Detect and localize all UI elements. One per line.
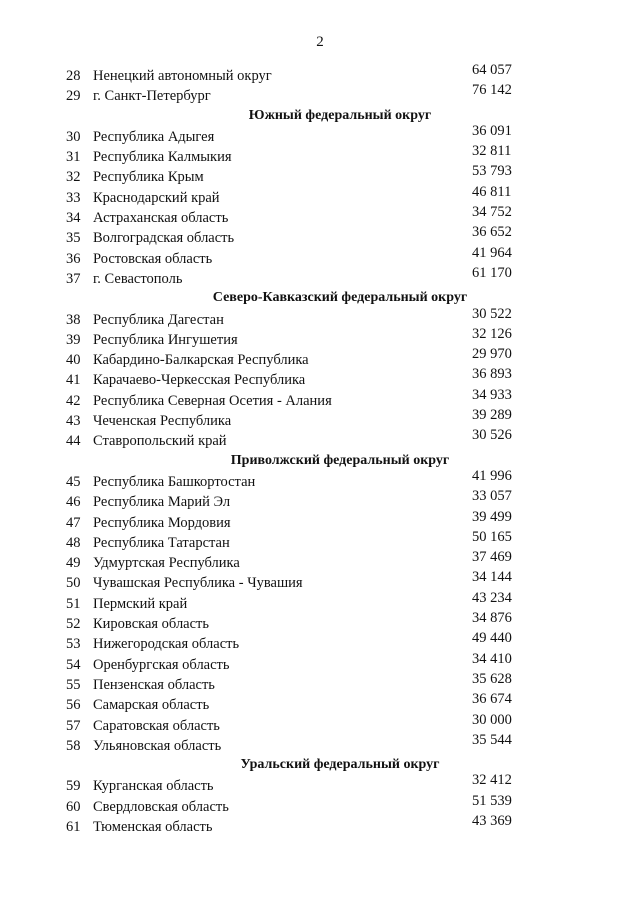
region-value: 32 412 (472, 772, 512, 789)
region-value: 34 876 (472, 610, 512, 627)
region-name: Ульяновская область (93, 737, 222, 754)
row-number: 51 (66, 595, 81, 612)
row-number: 35 (66, 230, 81, 247)
region-value: 29 970 (472, 346, 512, 363)
district-heading-label: Северо-Кавказский федеральный округ (212, 290, 468, 306)
table-row (0, 610, 640, 634)
district-heading (0, 289, 640, 309)
region-name: Тюменская область (93, 818, 213, 835)
row-number: 44 (66, 433, 81, 450)
row-number: 46 (66, 494, 81, 511)
district-heading (0, 452, 640, 472)
region-value: 43 234 (472, 589, 512, 606)
district-heading-label: Приволжский федеральный округ (230, 452, 450, 468)
region-value: 34 410 (472, 650, 512, 667)
region-name: Республика Северная Осетия - Алания (93, 392, 332, 409)
region-name: Астраханская область (93, 210, 229, 227)
table-row (0, 183, 640, 208)
region-value: 50 165 (472, 528, 512, 545)
table-row (0, 528, 640, 553)
region-name: Нижегородская область (93, 636, 240, 653)
region-value: 51 539 (472, 792, 512, 809)
table-row (0, 204, 640, 228)
region-name: Оренбургская область (93, 656, 230, 673)
region-name: Волгоградская область (93, 230, 235, 247)
table-row (0, 122, 640, 147)
table-row (0, 407, 640, 431)
row-number: 56 (66, 697, 81, 714)
region-name: г. Севастополь (93, 270, 183, 287)
row-number: 52 (66, 616, 81, 633)
row-number: 40 (66, 352, 81, 369)
table-row (0, 305, 640, 330)
region-name: Республика Татарстан (93, 534, 230, 551)
region-name: Ненецкий автономный округ (93, 68, 272, 84)
table-row (0, 731, 640, 756)
row-number: 61 (66, 818, 81, 835)
row-number: 60 (66, 798, 81, 815)
table-row (0, 82, 640, 106)
row-number: 37 (66, 270, 81, 287)
region-value: 76 142 (472, 82, 512, 99)
region-name: Республика Адыгея (93, 128, 215, 145)
row-number: 45 (66, 473, 81, 490)
region-name: Республика Башкортостан (93, 473, 256, 490)
row-number: 48 (66, 534, 81, 551)
region-name: Республика Ингушетия (93, 331, 238, 348)
region-name: Саратовская область (93, 717, 220, 734)
region-name: Карачаево-Черкесская Республика (93, 372, 306, 389)
region-value: 32 811 (472, 143, 512, 160)
region-name: г. Санкт-Петербург (93, 88, 211, 105)
region-name: Республика Калмыкия (93, 149, 232, 166)
region-value: 30 526 (472, 427, 512, 444)
table-row (0, 508, 640, 533)
table-row (0, 467, 640, 492)
region-value: 30 000 (472, 711, 512, 728)
region-value: 36 674 (472, 691, 512, 708)
row-number: 57 (66, 717, 81, 734)
region-value: 41 964 (472, 244, 512, 261)
table-row (0, 569, 640, 593)
region-value: 35 544 (472, 731, 512, 748)
region-name: Республика Дагестан (93, 311, 224, 328)
region-value: 39 499 (472, 508, 512, 525)
region-value: 32 126 (472, 325, 512, 342)
region-name: Курганская область (93, 778, 214, 795)
region-name: Республика Марий Эл (93, 494, 231, 511)
table-row (0, 670, 640, 695)
table-row (0, 691, 640, 715)
table-row (0, 325, 640, 350)
region-value: 34 933 (472, 386, 512, 403)
row-number: 53 (66, 636, 81, 653)
region-value: 36 652 (472, 224, 512, 241)
district-heading-label: Южный федеральный округ (248, 107, 432, 123)
region-name: Пензенская область (93, 676, 215, 693)
region-name: Кировская область (93, 616, 210, 633)
region-value: 36 893 (472, 366, 512, 383)
row-number: 59 (66, 778, 81, 795)
table-row (0, 711, 640, 736)
region-value: 34 144 (472, 569, 512, 586)
page-number: 2 (316, 34, 324, 50)
row-number: 54 (66, 656, 81, 673)
row-number: 50 (66, 575, 81, 592)
table-row (0, 488, 640, 512)
region-value: 41 996 (472, 467, 512, 484)
region-value: 46 811 (472, 183, 512, 200)
row-number: 38 (66, 311, 81, 328)
region-value: 37 469 (472, 549, 512, 566)
region-value: 36 091 (472, 122, 512, 139)
table-row (0, 163, 640, 187)
table-row (0, 792, 640, 817)
row-number: 36 (66, 250, 81, 267)
region-value: 49 440 (472, 630, 512, 647)
row-number: 31 (66, 149, 81, 166)
region-name: Ставропольский край (93, 433, 227, 450)
row-number: 49 (66, 555, 81, 572)
row-number: 39 (66, 331, 81, 348)
row-number: 55 (66, 676, 81, 693)
district-heading (0, 756, 640, 776)
region-name: Пермский край (93, 595, 188, 612)
region-value: 61 170 (472, 264, 512, 281)
region-name: Чеченская Республика (93, 413, 232, 430)
row-number: 43 (66, 413, 81, 430)
district-heading (0, 107, 640, 127)
row-number: 30 (66, 128, 81, 145)
region-name: Республика Мордовия (93, 514, 231, 531)
region-name: Ростовская область (93, 250, 213, 267)
row-number: 58 (66, 737, 81, 754)
table-row (0, 62, 640, 86)
row-number: 34 (66, 210, 81, 227)
row-number: 41 (66, 372, 81, 389)
table-row (0, 630, 640, 654)
region-name: Свердловская область (93, 798, 229, 815)
row-number: 28 (66, 68, 81, 84)
region-name: Удмуртская Республика (93, 555, 240, 572)
table-row (0, 427, 640, 451)
region-value: 30 522 (472, 305, 512, 322)
regions-table (0, 62, 640, 837)
region-name: Краснодарский край (93, 189, 220, 206)
region-value: 43 369 (472, 812, 512, 829)
region-value: 33 057 (472, 488, 512, 505)
district-heading-label: Уральский федеральный округ (240, 757, 440, 773)
region-name: Самарская область (93, 697, 210, 714)
row-number: 42 (66, 392, 81, 409)
table-row (0, 264, 640, 289)
table-row (0, 386, 640, 411)
table-row (0, 244, 640, 269)
table-row (0, 812, 640, 837)
table-row (0, 346, 640, 370)
region-name: Чувашская Республика - Чувашия (93, 575, 303, 592)
region-value: 34 752 (472, 204, 512, 221)
region-name: Кабардино-Балкарская Республика (93, 352, 309, 369)
table-row (0, 589, 640, 614)
region-value: 64 057 (472, 62, 512, 78)
row-number: 32 (66, 169, 81, 186)
table-row (0, 549, 640, 573)
table-row (0, 366, 640, 390)
table-row (0, 143, 640, 167)
row-number: 33 (66, 189, 81, 206)
region-name: Республика Крым (93, 169, 204, 186)
region-value: 39 289 (472, 407, 512, 424)
row-number: 47 (66, 514, 81, 531)
row-number: 29 (66, 88, 81, 105)
region-value: 53 793 (472, 163, 512, 180)
table-row (0, 224, 640, 248)
region-value: 35 628 (472, 670, 512, 687)
table-row (0, 650, 640, 675)
table-row (0, 772, 640, 796)
